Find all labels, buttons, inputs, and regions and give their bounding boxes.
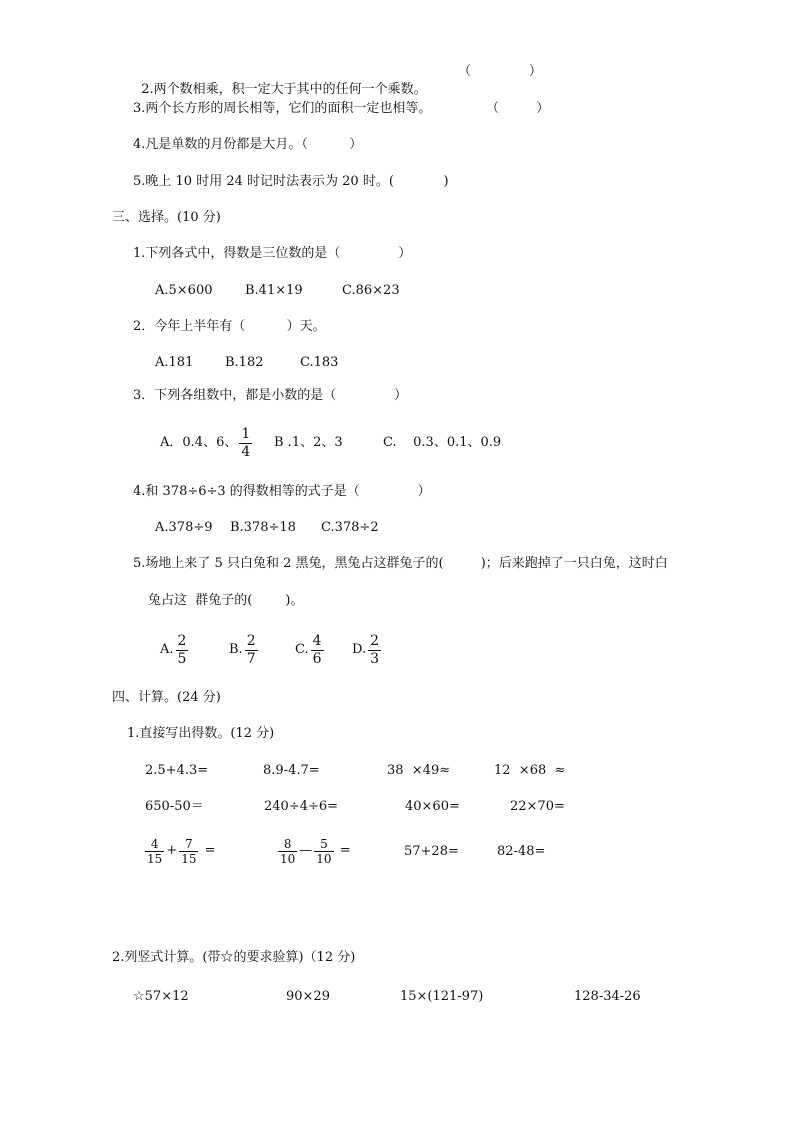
choice-question-4: 4.和 378÷6÷3 的得数相等的式子是（ ） (133, 484, 431, 499)
calc-item[interactable]: 40×60= (405, 799, 460, 814)
calc-subsection-1: 1.直接写出得数。(12 分) (127, 726, 275, 741)
fraction (245, 633, 258, 668)
fraction-denominator: 10 (280, 851, 296, 866)
calc-item[interactable]: 38 ×49≈ (387, 763, 451, 778)
choice-q2-option-b[interactable]: B.182 (225, 355, 264, 370)
option-label: A. (160, 642, 174, 657)
choice-q2-option-c[interactable]: C.183 (300, 355, 339, 370)
fraction-denominator: 7 (246, 650, 256, 667)
choice-q4-option-b[interactable]: B.378÷18 (230, 520, 296, 535)
choice-q1-option-a[interactable]: A.5×600 (155, 283, 213, 298)
fraction (311, 633, 324, 668)
choice-q5-option-c[interactable] (295, 630, 326, 670)
operator: + (166, 843, 178, 858)
calc-item[interactable]: 650-50＝ (145, 799, 204, 814)
fraction (278, 837, 297, 866)
fraction-numerator: 2 (177, 632, 187, 649)
choice-q5-option-b[interactable] (229, 630, 260, 670)
calc-item[interactable]: 12 ×68 ≈ (494, 763, 566, 778)
choice-question-1: 1.下列各式中，得数是三位数的是（ ） (133, 246, 412, 261)
choice-q4-option-c[interactable]: C.378÷2 (321, 520, 379, 535)
fraction-denominator: 5 (177, 650, 187, 667)
judge-answer-paren-3[interactable]: （ ） (486, 101, 550, 116)
equals-sign: = (200, 843, 216, 858)
fraction (176, 633, 189, 668)
vertical-calc-item[interactable]: 128-34-26 (574, 989, 641, 1004)
choice-q5-option-a[interactable] (160, 630, 190, 670)
calc-item[interactable]: 82-48= (497, 844, 546, 859)
fraction-denominator: 6 (312, 650, 322, 667)
choice-section-heading: 三、选择。(10 分) (112, 210, 221, 225)
judge-question-4: 4.凡是单数的月份都是大月。（ ） (133, 137, 363, 152)
fraction-denominator: 15 (181, 851, 197, 866)
judge-answer-paren-2[interactable]: （ ） (458, 64, 542, 79)
calc-item[interactable]: 240÷4÷6= (264, 799, 339, 814)
equals-sign: = (335, 843, 351, 858)
fraction (314, 837, 333, 866)
fraction-denominator: 3 (370, 650, 380, 667)
choice-q5-option-d[interactable] (352, 630, 383, 670)
fraction-denominator: 10 (316, 851, 332, 866)
option-label: B. (229, 642, 243, 657)
fraction-denominator: 15 (147, 851, 163, 866)
choice-q3-option-a[interactable] (160, 424, 254, 462)
calc-subsection-2: 2.列竖式计算。(带☆的要求验算)（12 分) (112, 950, 356, 965)
calc-item-fraction-add[interactable] (143, 832, 216, 870)
fraction-one-quarter (239, 426, 252, 461)
fraction-numerator: 2 (370, 632, 380, 649)
choice-question-5-line-2: 兔占这 群兔子的( )。 (148, 593, 304, 608)
operator: — (299, 843, 313, 858)
fraction (145, 837, 164, 866)
calc-section-heading: 四、计算。(24 分) (112, 690, 221, 705)
calc-item[interactable]: 2.5+4.3= (145, 763, 209, 778)
choice-q3-option-b[interactable]: B .1、2、3 (274, 435, 343, 450)
fraction-numerator: 8 (283, 836, 292, 851)
fraction-numerator: 5 (320, 836, 328, 851)
choice-question-3: 3．下列各组数中，都是小数的是（ ） (133, 388, 408, 403)
choice-q4-option-a[interactable]: A.378÷9 (155, 520, 213, 535)
choice-q3-option-a-text: A．0.4、6、 (160, 435, 238, 450)
choice-q2-option-a[interactable]: A.181 (155, 355, 194, 370)
calc-item-fraction-subtract[interactable] (276, 832, 351, 870)
calc-item[interactable]: 8.9-4.7= (263, 763, 320, 778)
fraction-numerator: 4 (312, 632, 322, 649)
fraction (179, 837, 198, 866)
judge-question-2-text: 2.两个数相乘，积一定大于其中的任何一个乘数。 (141, 82, 427, 97)
option-label: C. (295, 642, 309, 657)
fraction-numerator: 4 (150, 836, 159, 851)
fraction-numerator: 7 (185, 836, 193, 851)
judge-question-2 (133, 63, 427, 99)
vertical-calc-item[interactable]: 90×29 (286, 989, 330, 1004)
choice-q1-option-b[interactable]: B.41×19 (245, 283, 303, 298)
calc-item[interactable]: 57+28= (404, 844, 459, 859)
choice-question-2: 2．今年上半年有（ ）天。 (133, 319, 326, 334)
option-label: D. (352, 642, 367, 657)
choice-q3-option-c[interactable]: C. 0.3、0.1、0.9 (383, 435, 502, 450)
choice-q1-option-c[interactable]: C.86×23 (342, 283, 400, 298)
judge-question-3: 3.两个长方形的周长相等，它们的面积一定也相等。 (133, 101, 432, 116)
calc-item[interactable]: 22×70= (510, 799, 565, 814)
vertical-calc-item[interactable]: 15×(121-97) (400, 989, 484, 1004)
fraction-numerator: 1 (241, 425, 251, 442)
judge-question-5: 5.晚上 10 时用 24 时记时法表示为 20 时。( ) (133, 174, 449, 189)
choice-question-5-line-1: 5.场地上来了 5 只白兔和 2 黑兔，黑兔占这群兔子的( )；后来跑掉了一只白兔，这时白 (133, 556, 668, 571)
vertical-calc-item[interactable]: ☆57×12 (133, 989, 189, 1004)
fraction-numerator: 2 (246, 632, 256, 649)
fraction-denominator: 4 (241, 443, 251, 460)
fraction (368, 633, 381, 668)
